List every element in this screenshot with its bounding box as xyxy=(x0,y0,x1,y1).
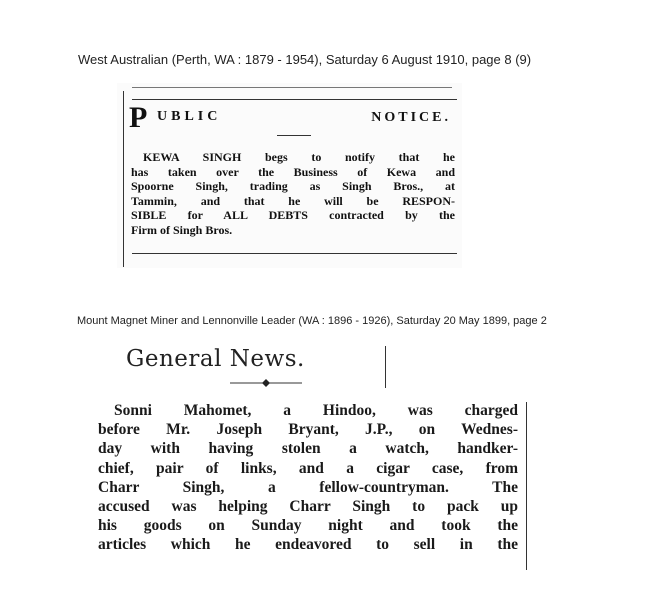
general-news-body xyxy=(98,401,518,555)
notice-line: Firm of Singh Bros. xyxy=(131,222,233,237)
clipping-caption-mount-magnet: Mount Magnet Miner and Lennonville Leader (WA : 1896 - 1926), Saturday 20 May 1899, page 2 xyxy=(77,315,547,327)
news-line: day with having stolen a watch, handker- xyxy=(98,440,518,458)
left-column-rule xyxy=(123,91,124,267)
notice-drop-initial: P xyxy=(129,101,148,134)
top-divider-rule xyxy=(132,99,457,100)
notice-line: KEWA SINGH begs to notify that he xyxy=(143,150,455,164)
news-line: his goods on Sunday night and took the xyxy=(98,517,518,535)
notice-body xyxy=(131,150,455,237)
body-column-rule xyxy=(526,402,527,570)
notice-heading-right: NOTICE. xyxy=(371,110,451,125)
news-line: articles which he endeavored to sell in the xyxy=(98,536,518,554)
notice-heading-left: UBLIC xyxy=(157,109,222,124)
bottom-divider-rule xyxy=(132,253,457,254)
heading-underline-rule xyxy=(277,135,311,136)
notice-line: SIBLE for ALL DEBTS contracted by the xyxy=(131,208,455,222)
ornamental-divider-icon xyxy=(230,378,302,388)
notice-line: Spoorne Singh, trading as Singh Bros., at xyxy=(131,179,455,193)
top-dashed-rule xyxy=(132,87,452,88)
news-line: Charr Singh, a fellow-countryman. The xyxy=(98,478,518,496)
title-column-rule xyxy=(385,346,386,388)
news-line: Sonni Mahomet, a Hindoo, was charged xyxy=(114,402,518,419)
news-line: accused was helping Charr Singh to pack up xyxy=(98,498,518,516)
general-news-title: General News. xyxy=(126,346,305,372)
notice-line: has taken over the Business of Kewa and xyxy=(131,164,455,179)
notice-line: Tammin, and that he will be RESPON- xyxy=(131,193,455,208)
news-line: chief, pair of links, and a cigar case, from xyxy=(98,459,518,477)
public-notice-clipping xyxy=(117,83,462,268)
news-line: before Mr. Joseph Bryant, J.P., on Wednes- xyxy=(98,421,518,439)
notice-heading xyxy=(129,103,459,143)
clipping-caption-west-australian: West Australian (Perth, WA : 1879 - 1954), Saturday 6 August 1910, page 8 (9) xyxy=(78,52,532,67)
general-news-clipping xyxy=(90,338,535,578)
